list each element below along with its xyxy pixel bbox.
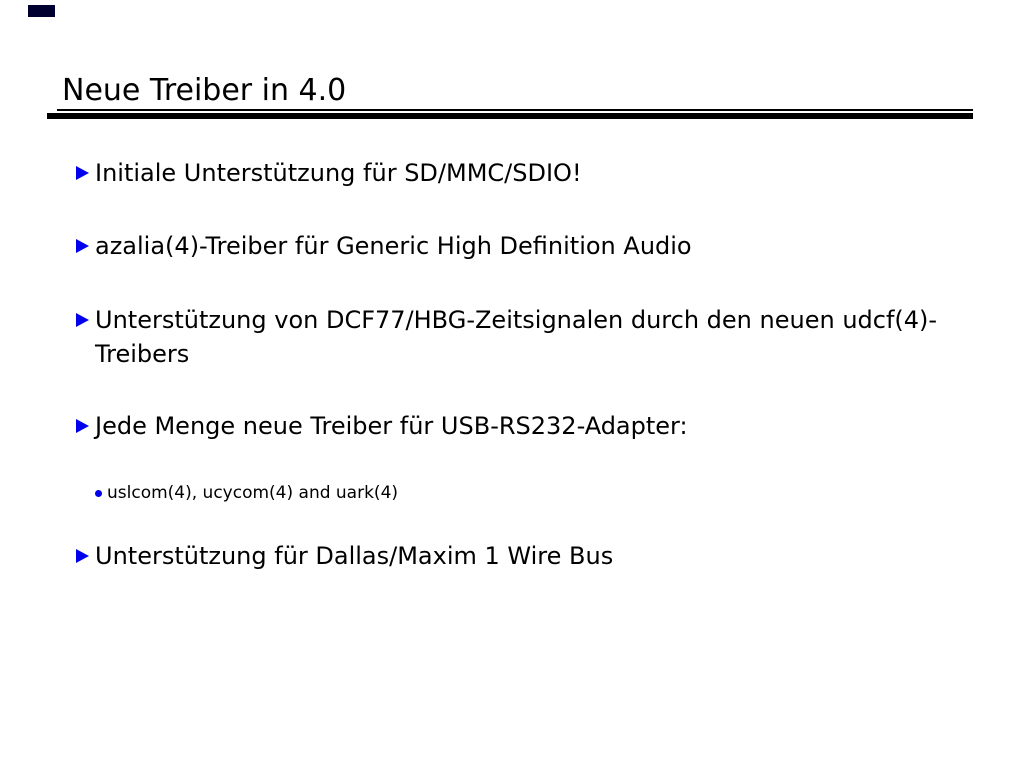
bullet-text: Unterstützung für Dallas/Maxim 1 Wire Bus	[95, 542, 614, 570]
bullet-item	[76, 541, 946, 571]
bullet-item	[76, 158, 946, 188]
triangle-bullet-icon	[76, 419, 89, 433]
dot-bullet-icon	[95, 490, 102, 497]
bullet-item	[76, 411, 946, 441]
page-title: Neue Treiber in 4.0	[62, 73, 347, 108]
bullet-text: uslcom(4), ucycom(4) and uark(4)	[107, 483, 399, 503]
bullet-text: Unterstützung von DCF77/HBG-Zeitsignalen durch den neuen udcf(4)-Treibers	[95, 306, 938, 368]
corner-mark	[28, 5, 55, 17]
bullet-text: Initiale Unterstützung für SD/MMC/SDIO!	[95, 159, 582, 187]
triangle-bullet-icon	[76, 313, 89, 327]
sub-bullet-item	[95, 482, 895, 504]
bullet-text: azalia(4)-Treiber für Generic High Definition Audio	[95, 232, 692, 260]
bullet-item	[76, 303, 946, 371]
title-underline	[57, 109, 973, 111]
bullet-text: Jede Menge neue Treiber für USB-RS232-Adapter:	[95, 412, 688, 440]
bullet-item	[76, 231, 946, 261]
triangle-bullet-icon	[76, 166, 89, 180]
triangle-bullet-icon	[76, 239, 89, 253]
title-rule	[47, 113, 973, 119]
triangle-bullet-icon	[76, 549, 89, 563]
